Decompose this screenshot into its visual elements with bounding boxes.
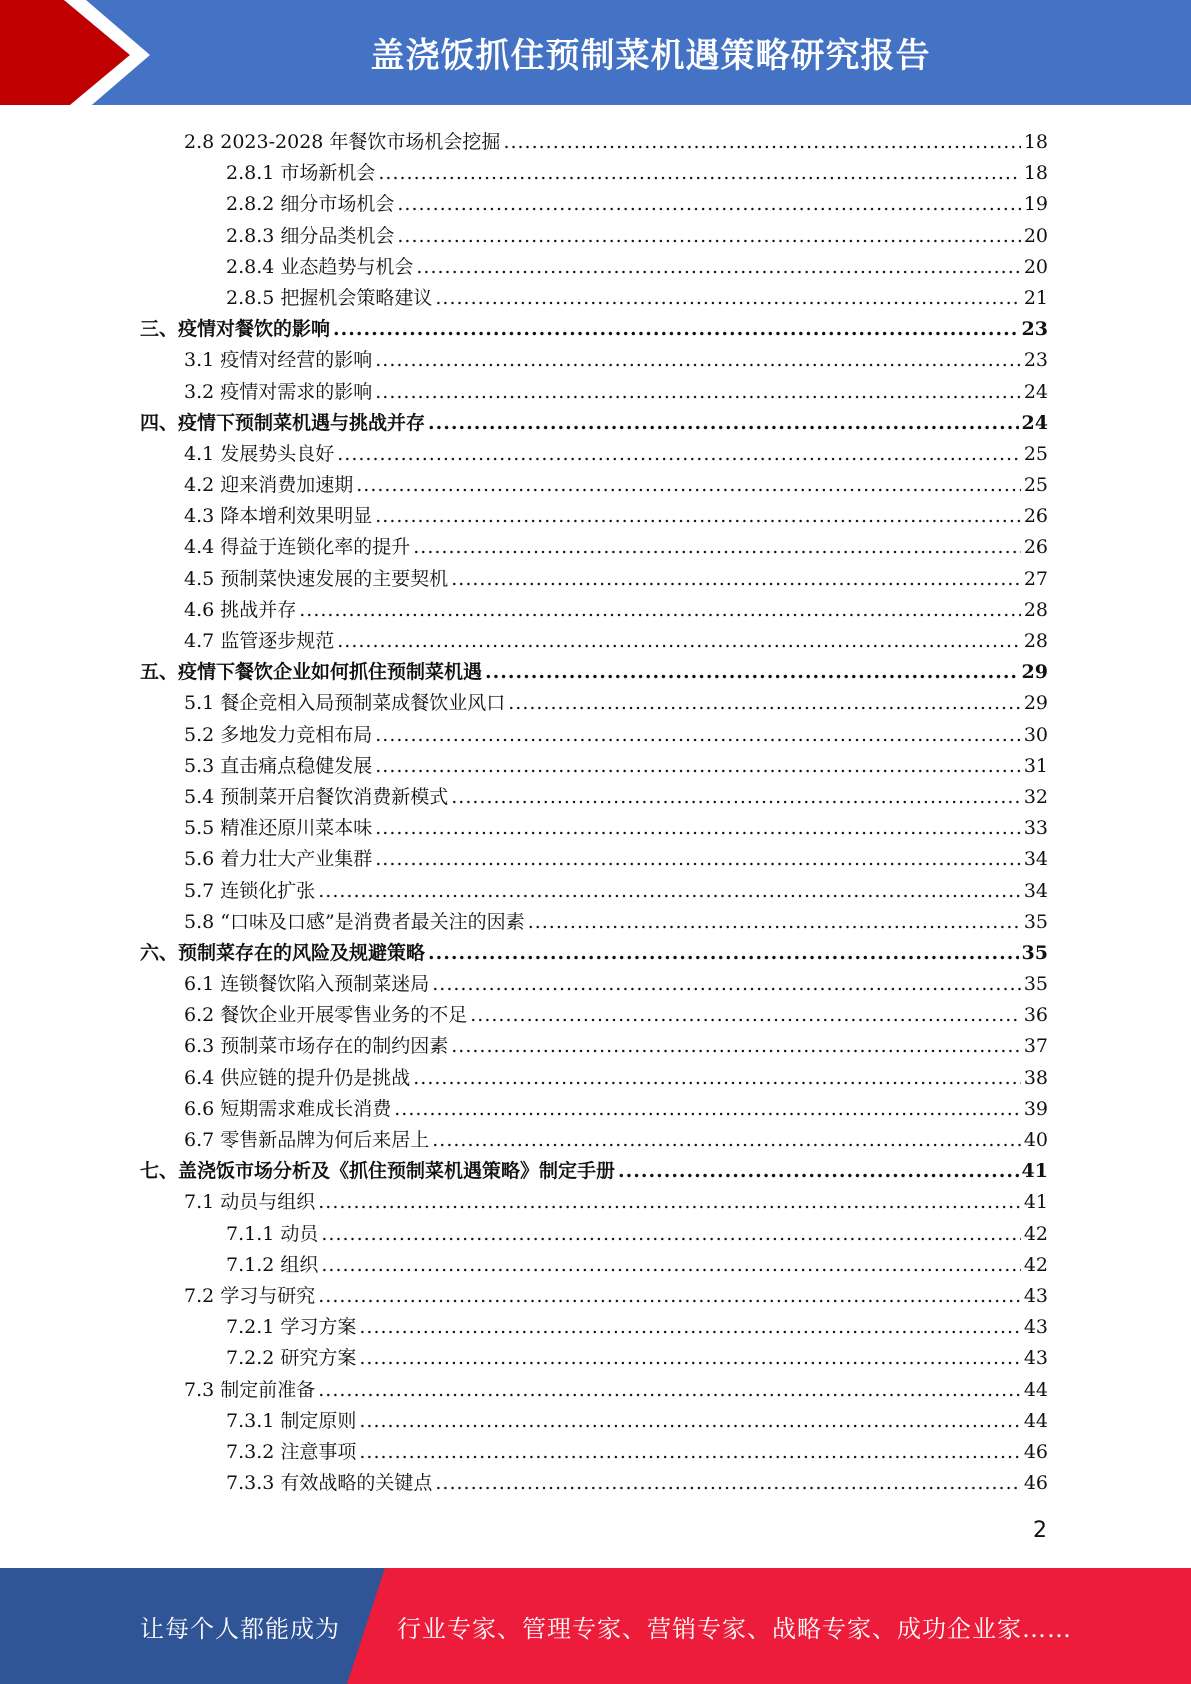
toc-entry[interactable]: [140, 1125, 1048, 1156]
toc-entry-page: 25: [1023, 474, 1048, 497]
toc-entry[interactable]: [140, 907, 1048, 938]
toc-entry[interactable]: [140, 158, 1048, 189]
footer-slogan-left: 让每个人都能成为: [140, 1614, 340, 1643]
toc-entry[interactable]: [140, 595, 1048, 626]
toc-entry-page: 33: [1023, 817, 1048, 840]
toc-entry-label: 4.2 迎来消费加速期: [184, 474, 354, 497]
toc-dot-leader: [485, 657, 1019, 688]
toc-entry-label: 5.3 直击痛点稳健发展: [184, 754, 373, 777]
toc-entry-label: 2.8 2023-2028 年餐饮市场机会挖掘: [184, 131, 501, 153]
document-title: 盖浇饭抓住预制菜机遇策略研究报告: [370, 36, 931, 76]
toc-entry-page: 20: [1023, 224, 1048, 247]
toc-entry[interactable]: [140, 1468, 1048, 1499]
toc-entry-page: 29: [1021, 661, 1048, 684]
toc-entry-label: 4.7 监管逐步规范: [184, 630, 335, 652]
toc-dot-leader: [470, 1000, 1021, 1031]
toc-entry[interactable]: [140, 377, 1048, 408]
toc-dot-leader: [375, 751, 1021, 782]
toc-dot-leader: [375, 501, 1021, 532]
toc-entry[interactable]: [140, 1094, 1048, 1125]
toc-entry[interactable]: [140, 501, 1048, 532]
toc-entry-label: 7.2.2 研究方案: [226, 1347, 357, 1370]
toc-entry-page: 35: [1021, 941, 1048, 964]
toc-entry-page: 28: [1023, 598, 1048, 621]
toc-entry-page: 18: [1023, 162, 1048, 185]
toc-dot-leader: [413, 1063, 1021, 1094]
toc-dot-leader: [321, 1250, 1020, 1281]
toc-entry-label: 2.8.1 市场新机会: [226, 162, 376, 185]
toc-entry[interactable]: [140, 1281, 1048, 1312]
toc-entry[interactable]: [140, 1000, 1048, 1031]
toc-dot-leader: [337, 439, 1021, 470]
toc-dot-leader: [375, 844, 1021, 875]
toc-entry-label: 7.1.2 组织: [226, 1253, 319, 1276]
toc-entry[interactable]: [140, 127, 1048, 158]
toc-dot-leader: [337, 626, 1021, 657]
toc-entry-page: 35: [1023, 973, 1048, 996]
toc-dot-leader: [356, 470, 1021, 501]
toc-entry-label: 7.3.2 注意事项: [226, 1440, 357, 1463]
toc-entry-label: 5.6 着力壮大产业集群: [184, 848, 373, 871]
toc-entry-page: 43: [1023, 1316, 1048, 1339]
toc-entry[interactable]: [140, 938, 1048, 969]
toc-entry-label: 4.6 挑战并存: [184, 598, 297, 621]
toc-entry-page: 39: [1023, 1097, 1048, 1120]
toc-dot-leader: [451, 564, 1021, 595]
toc-entry[interactable]: [140, 470, 1048, 501]
toc-entry-label: 7.2 学习与研究: [184, 1284, 316, 1307]
toc-entry-page: 35: [1023, 910, 1048, 933]
toc-dot-leader: [508, 688, 1021, 719]
toc-entry[interactable]: [140, 221, 1048, 252]
toc-entry[interactable]: [140, 657, 1048, 688]
table-of-contents: [140, 127, 1048, 1499]
toc-dot-leader: [375, 345, 1021, 376]
toc-entry-label: 7.1 动员与组织: [184, 1191, 316, 1214]
toc-entry-label: 7.2.1 学习方案: [226, 1316, 357, 1339]
toc-entry-page: 28: [1023, 630, 1048, 652]
toc-entry[interactable]: [140, 876, 1048, 907]
toc-entry[interactable]: [140, 283, 1048, 314]
toc-entry-page: 23: [1021, 318, 1048, 341]
toc-dot-leader: [318, 1281, 1021, 1312]
toc-entry[interactable]: [140, 813, 1048, 844]
toc-entry-page: 37: [1023, 1035, 1048, 1058]
toc-entry-label: 5.4 预制菜开启餐饮消费新模式: [184, 785, 449, 808]
toc-entry-label: 4.3 降本增利效果明显: [184, 505, 373, 528]
header-banner: [0, 0, 1191, 110]
toc-dot-leader: [435, 283, 1020, 314]
toc-entry-label: 5.5 精准还原川菜本味: [184, 817, 373, 840]
toc-entry-label: 六、预制菜存在的风险及规避策略: [140, 941, 426, 964]
toc-entry-label: 7.3.1 制定原则: [226, 1409, 357, 1432]
toc-entry-page: 25: [1023, 442, 1048, 465]
toc-entry-label: 4.5 预制菜快速发展的主要契机: [184, 567, 449, 590]
toc-entry-page: 29: [1023, 692, 1048, 715]
toc-entry-page: 46: [1023, 1440, 1048, 1463]
toc-dot-leader: [428, 408, 1019, 439]
toc-dot-leader: [359, 1406, 1020, 1437]
toc-entry-page: 44: [1023, 1409, 1048, 1432]
toc-entry-page: 24: [1021, 411, 1048, 434]
toc-entry[interactable]: [140, 688, 1048, 719]
toc-entry[interactable]: [140, 1250, 1048, 1281]
toc-entry[interactable]: [140, 408, 1048, 439]
toc-dot-leader: [503, 127, 1020, 158]
toc-entry-page: 41: [1023, 1191, 1048, 1214]
toc-entry-label: 5.8 “口味及口感”是消费者最关注的因素: [184, 910, 525, 933]
toc-entry-page: 46: [1023, 1472, 1048, 1495]
toc-entry-page: 31: [1023, 754, 1048, 777]
toc-dot-leader: [375, 377, 1021, 408]
toc-dot-leader: [333, 314, 1019, 345]
toc-dot-leader: [318, 1375, 1021, 1406]
toc-entry-page: 26: [1023, 505, 1048, 528]
toc-entry-page: 21: [1023, 286, 1048, 309]
toc-entry-label: 四、疫情下预制菜机遇与挑战并存: [140, 411, 426, 434]
toc-entry-page: 38: [1023, 1066, 1048, 1089]
toc-entry-label: 3.2 疫情对需求的影响: [184, 380, 373, 403]
toc-entry[interactable]: [140, 626, 1048, 657]
toc-dot-leader: [528, 907, 1021, 938]
toc-dot-leader: [375, 813, 1021, 844]
toc-dot-leader: [428, 938, 1019, 969]
toc-entry-label: 7.1.1 动员: [226, 1222, 319, 1245]
toc-entry-label: 7.3 制定前准备: [184, 1378, 316, 1401]
toc-entry[interactable]: [140, 532, 1048, 563]
toc-entry[interactable]: [140, 720, 1048, 751]
toc-entry-page: 40: [1023, 1129, 1048, 1151]
toc-dot-leader: [375, 720, 1021, 751]
toc-entry-label: 7.3.3 有效战略的关键点: [226, 1472, 433, 1495]
toc-entry-label: 3.1 疫情对经营的影响: [184, 349, 373, 372]
toc-dot-leader: [318, 1187, 1021, 1218]
footer-slogan-right: 行业专家、管理专家、营销专家、战略专家、成功企业家……: [397, 1614, 1072, 1643]
toc-entry[interactable]: [140, 844, 1048, 875]
toc-entry-page: 44: [1023, 1378, 1048, 1401]
toc-entry-label: 5.7 连锁化扩张: [184, 879, 316, 902]
toc-dot-leader: [397, 221, 1020, 252]
toc-entry-page: 43: [1023, 1284, 1048, 1307]
toc-entry-label: 6.3 预制菜市场存在的制约因素: [184, 1035, 449, 1058]
toc-entry[interactable]: [140, 1437, 1048, 1468]
footer-banner: [0, 1568, 1191, 1684]
toc-entry-page: 20: [1023, 255, 1048, 278]
toc-entry-label: 七、盖浇饭市场分析及《抓住预制菜机遇策略》制定手册: [140, 1160, 616, 1183]
toc-entry-label: 6.6 短期需求难成长消费: [184, 1097, 392, 1120]
toc-entry-label: 6.4 供应链的提升仍是挑战: [184, 1066, 411, 1089]
toc-dot-leader: [378, 158, 1020, 189]
toc-entry[interactable]: [140, 1156, 1048, 1187]
toc-entry-label: 4.4 得益于连锁化率的提升: [184, 536, 411, 559]
toc-entry-page: 24: [1023, 380, 1048, 403]
toc-entry-label: 6.1 连锁餐饮陷入预制菜迷局: [184, 973, 430, 996]
toc-entry-page: 42: [1023, 1222, 1048, 1245]
toc-entry-page: 36: [1023, 1004, 1048, 1027]
toc-entry-page: 27: [1023, 567, 1048, 590]
toc-dot-leader: [416, 252, 1020, 283]
toc-entry-label: 6.2 餐饮企业开展零售业务的不足: [184, 1004, 468, 1027]
toc-entry-page: 41: [1021, 1160, 1048, 1183]
toc-entry[interactable]: [140, 1312, 1048, 1343]
toc-entry[interactable]: [140, 1031, 1048, 1062]
toc-entry[interactable]: [140, 439, 1048, 470]
toc-dot-leader: [394, 1094, 1021, 1125]
toc-entry[interactable]: [140, 564, 1048, 595]
toc-entry[interactable]: [140, 751, 1048, 782]
toc-dot-leader: [397, 189, 1020, 220]
toc-entry-label: 4.1 发展势头良好: [184, 442, 335, 465]
toc-entry-label: 5.1 餐企竞相入局预制菜成餐饮业风口: [184, 692, 506, 715]
toc-entry[interactable]: [140, 1187, 1048, 1218]
toc-entry[interactable]: [140, 1375, 1048, 1406]
toc-entry[interactable]: [140, 252, 1048, 283]
toc-entry[interactable]: [140, 1343, 1048, 1374]
toc-dot-leader: [451, 782, 1021, 813]
toc-entry[interactable]: [140, 969, 1048, 1000]
toc-entry-page: 19: [1023, 193, 1048, 216]
toc-entry[interactable]: [140, 314, 1048, 345]
toc-entry[interactable]: [140, 1219, 1048, 1250]
toc-dot-leader: [432, 969, 1021, 1000]
toc-entry-page: 34: [1023, 879, 1048, 902]
toc-entry-page: 30: [1023, 723, 1048, 746]
toc-dot-leader: [432, 1125, 1021, 1156]
toc-dot-leader: [359, 1437, 1020, 1468]
toc-entry-page: 26: [1023, 536, 1048, 559]
toc-entry-page: 34: [1023, 848, 1048, 871]
toc-dot-leader: [321, 1219, 1020, 1250]
toc-dot-leader: [435, 1468, 1020, 1499]
toc-entry[interactable]: [140, 1406, 1048, 1437]
toc-dot-leader: [451, 1031, 1021, 1062]
toc-entry-label: 2.8.5 把握机会策略建议: [226, 286, 433, 309]
toc-entry-label: 五、疫情下餐饮企业如何抓住预制菜机遇: [140, 661, 483, 684]
toc-dot-leader: [299, 595, 1021, 626]
toc-dot-leader: [359, 1343, 1020, 1374]
toc-entry-page: 32: [1023, 785, 1048, 808]
toc-entry-page: 18: [1023, 131, 1048, 153]
toc-entry-page: 23: [1023, 349, 1048, 372]
toc-dot-leader: [318, 876, 1021, 907]
toc-entry[interactable]: [140, 782, 1048, 813]
toc-entry[interactable]: [140, 1063, 1048, 1094]
toc-entry-label: 2.8.3 细分品类机会: [226, 224, 395, 247]
toc-dot-leader: [359, 1312, 1020, 1343]
page-number: 2: [1033, 1518, 1047, 1543]
toc-entry-label: 5.2 多地发力竞相布局: [184, 723, 373, 746]
toc-entry-label: 2.8.4 业态趋势与机会: [226, 255, 414, 278]
toc-entry[interactable]: [140, 345, 1048, 376]
toc-entry-page: 43: [1023, 1347, 1048, 1370]
toc-entry[interactable]: [140, 189, 1048, 220]
toc-dot-leader: [413, 532, 1021, 563]
toc-entry-label: 6.7 零售新品牌为何后来居上: [184, 1129, 430, 1151]
toc-dot-leader: [618, 1156, 1019, 1187]
toc-entry-page: 42: [1023, 1253, 1048, 1276]
toc-entry-label: 2.8.2 细分市场机会: [226, 193, 395, 216]
toc-entry-label: 三、疫情对餐饮的影响: [140, 318, 331, 341]
